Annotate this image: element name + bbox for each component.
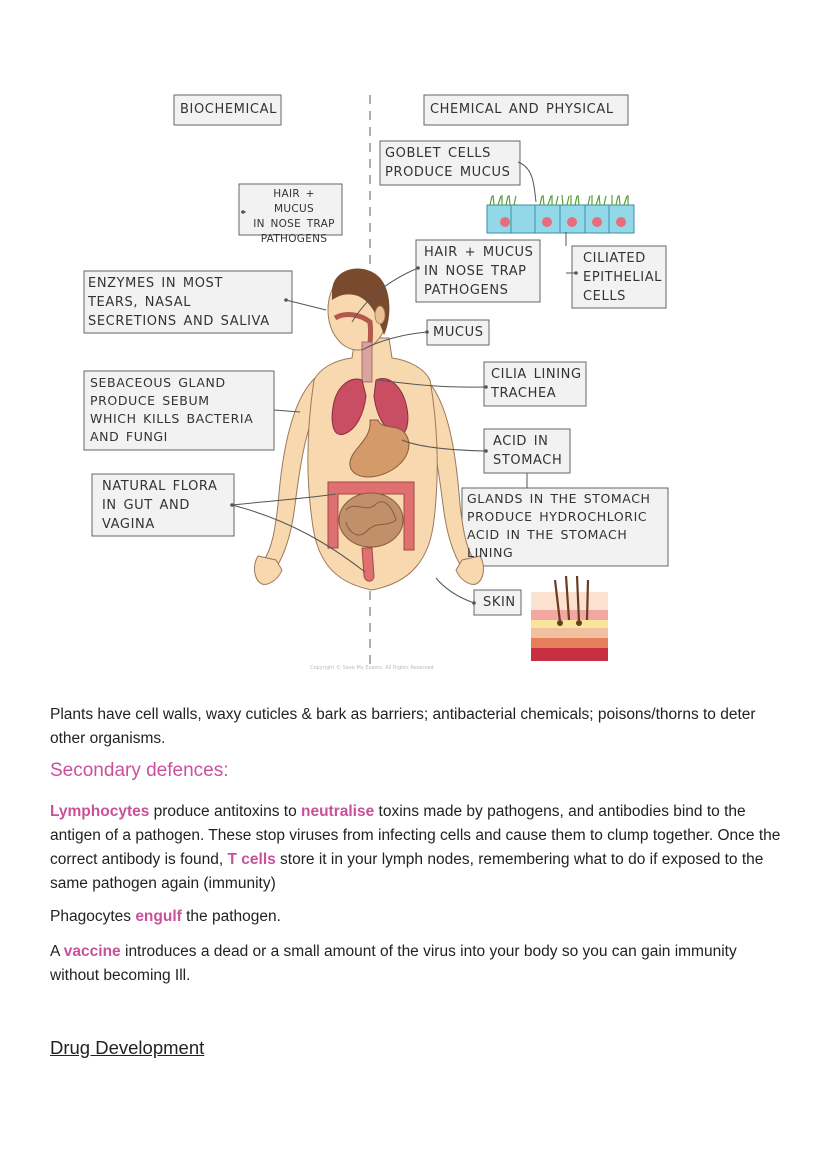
label-sebaceous-gland: SEBACEOUS GLAND PRODUCE SEBUM WHICH KILLS BACTERIA AND FUNGI <box>90 375 254 444</box>
label-hair-mucus-small: HAIR + MUCUS IN NOSE TRAP PATHOGENS <box>253 188 335 245</box>
term-engulf: engulf <box>135 908 182 925</box>
label-enzymes: ENZYMES IN MOST TEARS, NASAL SECRETIONS AND SALIVA <box>88 276 270 329</box>
header-biochemical: BIOCHEMICAL <box>180 102 277 117</box>
label-goblet-cells: GOBLET CELLS PRODUCE MUCUS <box>385 146 511 180</box>
ciliated-cells-graphic <box>487 195 634 233</box>
label-ciliated-cells: CILIATED EPITHELIAL CELLS <box>583 251 663 304</box>
lymph-text-3: store it in your lymph nodes, remembering what to do if exposed to the same pathogen again (immunity) <box>50 851 764 892</box>
secondary-defences-heading: Secondary defences: <box>50 760 229 781</box>
copyright-note: Copyright © Save My Exams. All Rights Reserved <box>310 665 434 671</box>
lymphocytes-paragraph <box>50 800 785 896</box>
vaccine-paragraph <box>50 940 785 988</box>
term-t-cells: T cells <box>227 851 276 868</box>
label-hair-mucus-large: HAIR + MUCUS IN NOSE TRAP PATHOGENS <box>424 245 534 298</box>
plants-paragraph <box>50 703 785 751</box>
header-chemical-physical: CHEMICAL AND PHYSICAL <box>430 102 614 117</box>
term-vaccine: vaccine <box>63 943 121 960</box>
phago-text-1: Phagocytes <box>50 908 136 925</box>
phago-text-2: the pathogen. <box>181 908 281 925</box>
lymph-text-2: toxins made by pathogens, and antibodies bind to the antigen of a pathogen. These stop viruses from infecting cells and cause them to clump together. Once the correct antibody is found, <box>50 803 781 868</box>
label-mucus: MUCUS <box>433 325 484 340</box>
skin-cross-section <box>531 576 608 661</box>
plants-text: Plants have cell walls, waxy cuticles & bark as barriers; antibacterial chemicals; poisons/thorns to deter other organisms. <box>50 706 756 747</box>
term-neutralise: neutralise <box>301 803 375 820</box>
label-skin: SKIN <box>483 595 516 610</box>
label-stomach-glands: GLANDS IN THE STOMACH PRODUCE HYDROCHLORIC ACID IN THE STOMACH LINING <box>467 491 651 560</box>
vaccine-text-2: introduces a dead or a small amount of the virus into your body so you can gain immunity without becoming Ill. <box>50 943 737 984</box>
label-natural-flora: NATURAL FLORA IN GUT AND VAGINA <box>102 479 218 532</box>
term-lymphocytes: Lymphocytes <box>50 803 150 820</box>
label-acid-stomach: ACID IN STOMACH <box>493 434 563 468</box>
vaccine-text-1: A <box>50 943 64 960</box>
label-cilia-trachea: CILIA LINING TRACHEA <box>491 367 582 401</box>
drug-development-heading: Drug Development <box>50 1037 205 1058</box>
lymph-text-1: produce antitoxins to <box>149 803 301 820</box>
phagocytes-paragraph <box>50 905 785 929</box>
